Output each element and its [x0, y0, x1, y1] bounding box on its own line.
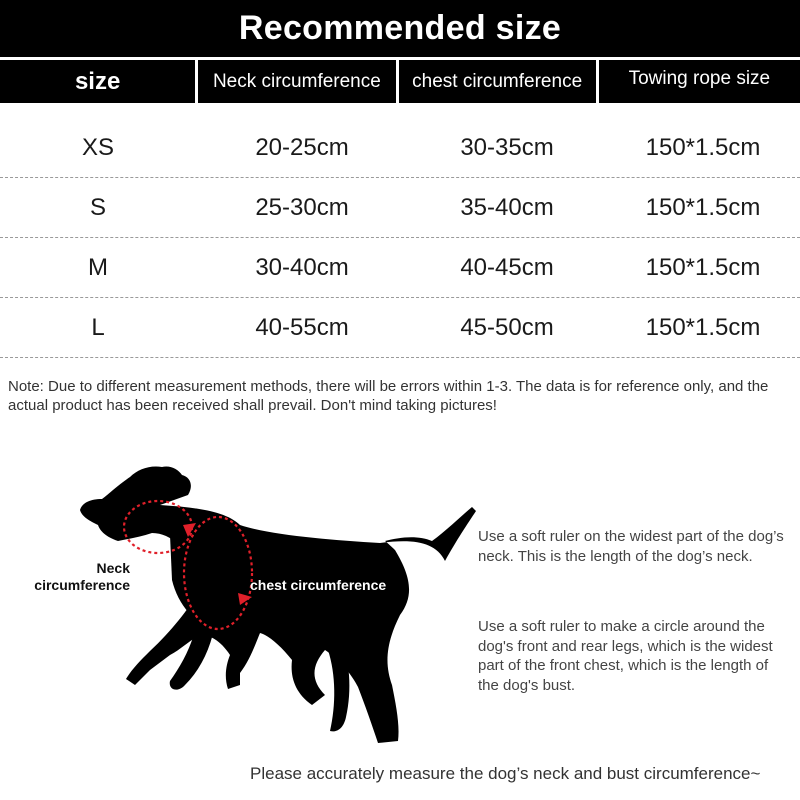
dog-silhouette-figure: [40, 455, 480, 755]
cell-neck: 30-40cm: [255, 253, 349, 281]
cell-neck: 40-55cm: [255, 313, 349, 341]
cell-rope: 150*1.5cm: [645, 313, 761, 341]
table-row: [0, 178, 800, 238]
measurement-note: Note: Due to different measurement methods, there will be errors within 1-3. The data is for reference only, and the actual product has been received shall prevail. Don't mind taking pictures!: [8, 378, 769, 414]
chest-instruction: Use a soft ruler to make a circle around the dog's front and rear legs, which is the widest part of the front chest, which is the length of the dog's bust.: [478, 618, 773, 694]
cell-chest: 45-50cm: [460, 313, 554, 341]
cell-size: S: [89, 193, 106, 221]
table-row: [0, 238, 800, 298]
neck-instruction: Use a soft ruler on the widest part of the dog’s neck. This is the length of the dog’s neck.: [478, 528, 784, 565]
table-row: [0, 298, 800, 358]
cell-rope: 150*1.5cm: [645, 193, 761, 221]
chest-label: chest circumference: [250, 577, 387, 593]
cell-chest: 35-40cm: [460, 193, 554, 221]
cell-chest: 30-35cm: [460, 133, 554, 161]
table-header: [0, 60, 800, 103]
cell-neck: 20-25cm: [255, 133, 349, 161]
cell-size: L: [91, 313, 105, 341]
cell-size: M: [88, 253, 108, 281]
header-towing-rope-size: Towing rope size: [599, 60, 800, 103]
page-title: Recommended size: [0, 0, 800, 57]
cell-chest: 40-45cm: [460, 253, 554, 281]
cell-size: XS: [81, 133, 114, 161]
cell-neck: 25-30cm: [255, 193, 349, 221]
neck-label: Neck circumference: [34, 560, 130, 593]
cell-rope: 150*1.5cm: [645, 133, 761, 161]
size-table: [0, 118, 800, 358]
header-size: size: [0, 60, 195, 103]
dog-silhouette: [80, 466, 476, 743]
cell-rope: 150*1.5cm: [645, 253, 761, 281]
footer-note: Please accurately measure the dog’s neck and bust circumference~: [250, 764, 761, 783]
table-row: [0, 118, 800, 178]
header-neck-circumference: Neck circumference: [198, 60, 395, 103]
header-chest-circumference: chest circumference: [399, 60, 596, 103]
